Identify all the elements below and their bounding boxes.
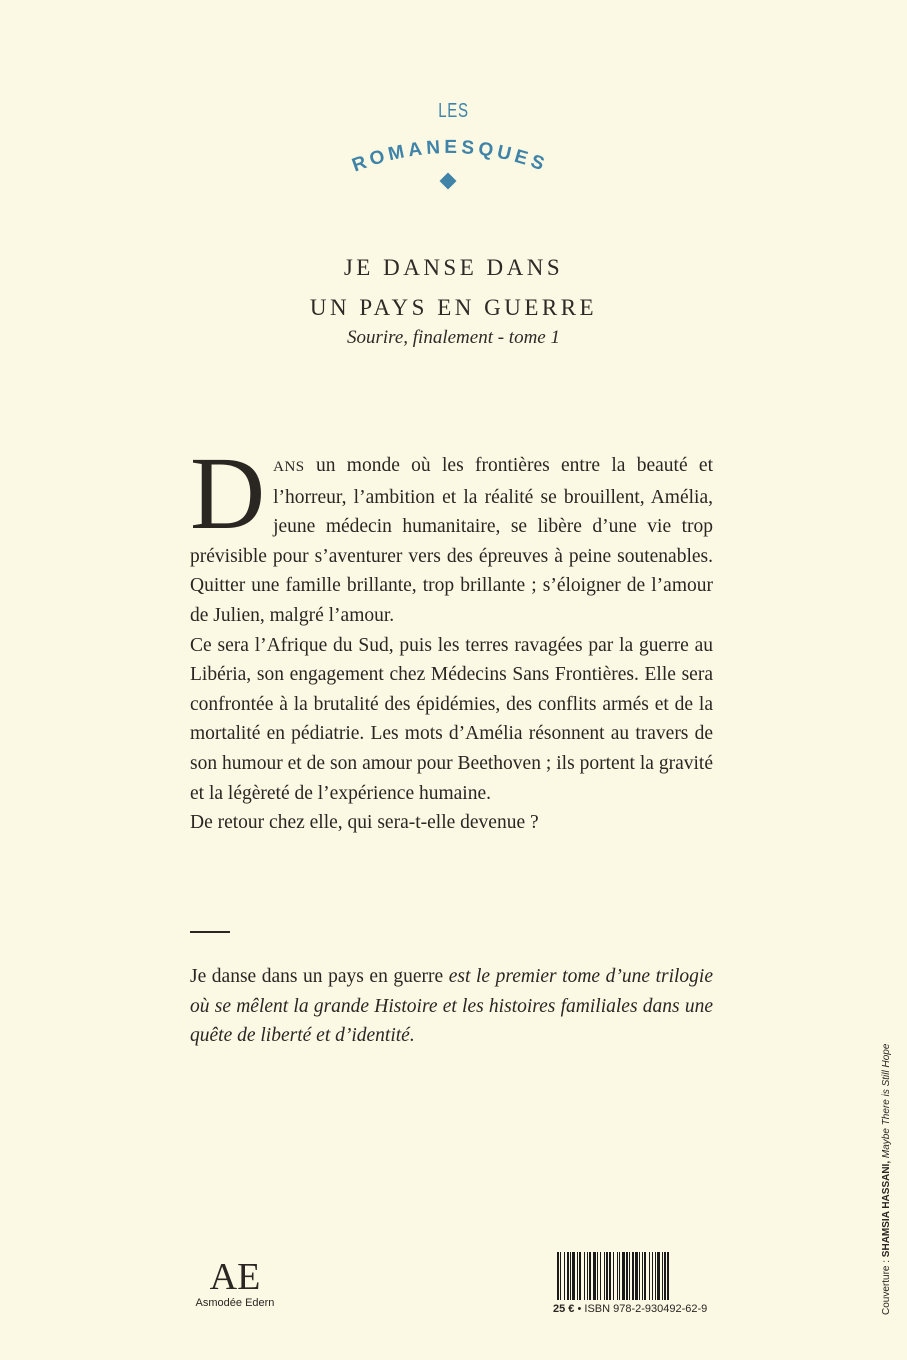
- barcode-bar: [662, 1252, 663, 1300]
- paragraph1-text: un monde où les frontières entre la beauté et l’horreur, l’ambition et la réalité se brouillent, Amélia, jeune médecin humanitaire, se libère d’une vie trop prévisible pour s’aventurer vers des épreuves à peine soutenables. Quitter une famille brillante, trop brillante ; s’éloigner de l’amour de Julien, malgré l’amour.: [190, 455, 713, 626]
- series-prefix: LES: [438, 100, 469, 122]
- barcode-bar: [584, 1252, 585, 1300]
- note-text: est le premier tome d’une trilogie où se mêlent la grande Histoire et les histoires familiales dans une quête de liberté et d’identité.: [190, 966, 713, 1047]
- barcode-bar: [604, 1252, 605, 1300]
- credit-work: Maybe There is Still Hope: [881, 1043, 892, 1161]
- barcode-bar: [606, 1252, 608, 1300]
- barcode-bar: [570, 1252, 571, 1300]
- barcode-bar: [579, 1252, 581, 1300]
- barcode-bar: [597, 1252, 598, 1300]
- logo-letters: AE: [209, 1256, 261, 1295]
- barcode-bar: [557, 1252, 559, 1300]
- svg-text:ROMANESQUES: [349, 137, 550, 177]
- barcode-bar: [639, 1252, 640, 1300]
- barcode-bar: [664, 1252, 666, 1300]
- barcode-bar: [644, 1252, 646, 1300]
- lead-smallcaps: ANS: [273, 459, 305, 475]
- barcode-bar: [632, 1252, 634, 1300]
- barcode-bar: [649, 1252, 650, 1300]
- barcode-bar: [626, 1252, 628, 1300]
- series-name: ROMANESQUES: [349, 136, 551, 177]
- barcode-bar: [667, 1252, 669, 1300]
- barcode-bar: [560, 1252, 561, 1300]
- credit-label: Couverture :: [881, 1257, 892, 1315]
- isbn: • ISBN 978-2-930492-62-9: [577, 1303, 708, 1315]
- barcode-bar: [613, 1252, 614, 1300]
- barcode-bar: [589, 1252, 591, 1300]
- barcode-bar: [564, 1252, 565, 1300]
- book-subtitle: Sourire, finalement - tome 1: [346, 327, 560, 348]
- barcode-bar: [567, 1252, 569, 1300]
- barcode-bar: [652, 1252, 653, 1300]
- barcode-bar: [622, 1252, 625, 1300]
- barcode-bar: [635, 1252, 638, 1300]
- cover-credit: [881, 1015, 892, 1315]
- barcode-bar: [655, 1252, 656, 1300]
- section-divider: [190, 931, 230, 933]
- note-title: Je danse dans un pays en guerre: [190, 966, 444, 987]
- barcode-bar: [572, 1252, 575, 1300]
- barcode-bar: [577, 1252, 578, 1300]
- barcode-bar: [617, 1252, 618, 1300]
- price-isbn: [553, 1303, 723, 1315]
- drop-cap: D: [190, 436, 266, 551]
- barcode-icon: [557, 1252, 715, 1300]
- price: 25 €: [553, 1303, 575, 1315]
- book-title-line2: UN PAYS EN GUERRE: [309, 295, 598, 320]
- barcode-bar: [657, 1252, 660, 1300]
- barcode-bar: [600, 1252, 601, 1300]
- blurb-paragraph-3: De retour chez elle, qui sera-t-elle devenue ?: [190, 812, 539, 834]
- barcode-bar: [629, 1252, 630, 1300]
- publisher-name: Asmodée Edern: [195, 1297, 275, 1309]
- blurb-paragraph-2: Ce sera l’Afrique du Sud, puis les terres ravagées par la guerre au Libéria, son engagement chez Médecins Sans Frontières. Elle sera confrontée à la brutalité des épidémies, des conflits armés et de la mortalité en pédiatrie. Les mots d’Amélia résonnent au travers de son humour et de son amour pour Beethoven ; ils portent la gravité et la légèreté de l’expérience humaine.: [190, 634, 713, 804]
- blurb: [190, 436, 713, 838]
- barcode-bar: [619, 1252, 620, 1300]
- barcode-bar: [609, 1252, 611, 1300]
- blurb-paragraph-1: [190, 436, 713, 631]
- publisher-logo-icon: [195, 1255, 275, 1295]
- credit-artist: SHAMSIA HASSANI,: [881, 1160, 892, 1258]
- series-name-arc: [300, 128, 600, 198]
- barcode-bar: [593, 1252, 596, 1300]
- barcode-bar: [642, 1252, 643, 1300]
- book-title-line1: JE DANSE DANS: [343, 255, 564, 280]
- barcode-bar: [587, 1252, 588, 1300]
- trilogy-note: [190, 962, 713, 1051]
